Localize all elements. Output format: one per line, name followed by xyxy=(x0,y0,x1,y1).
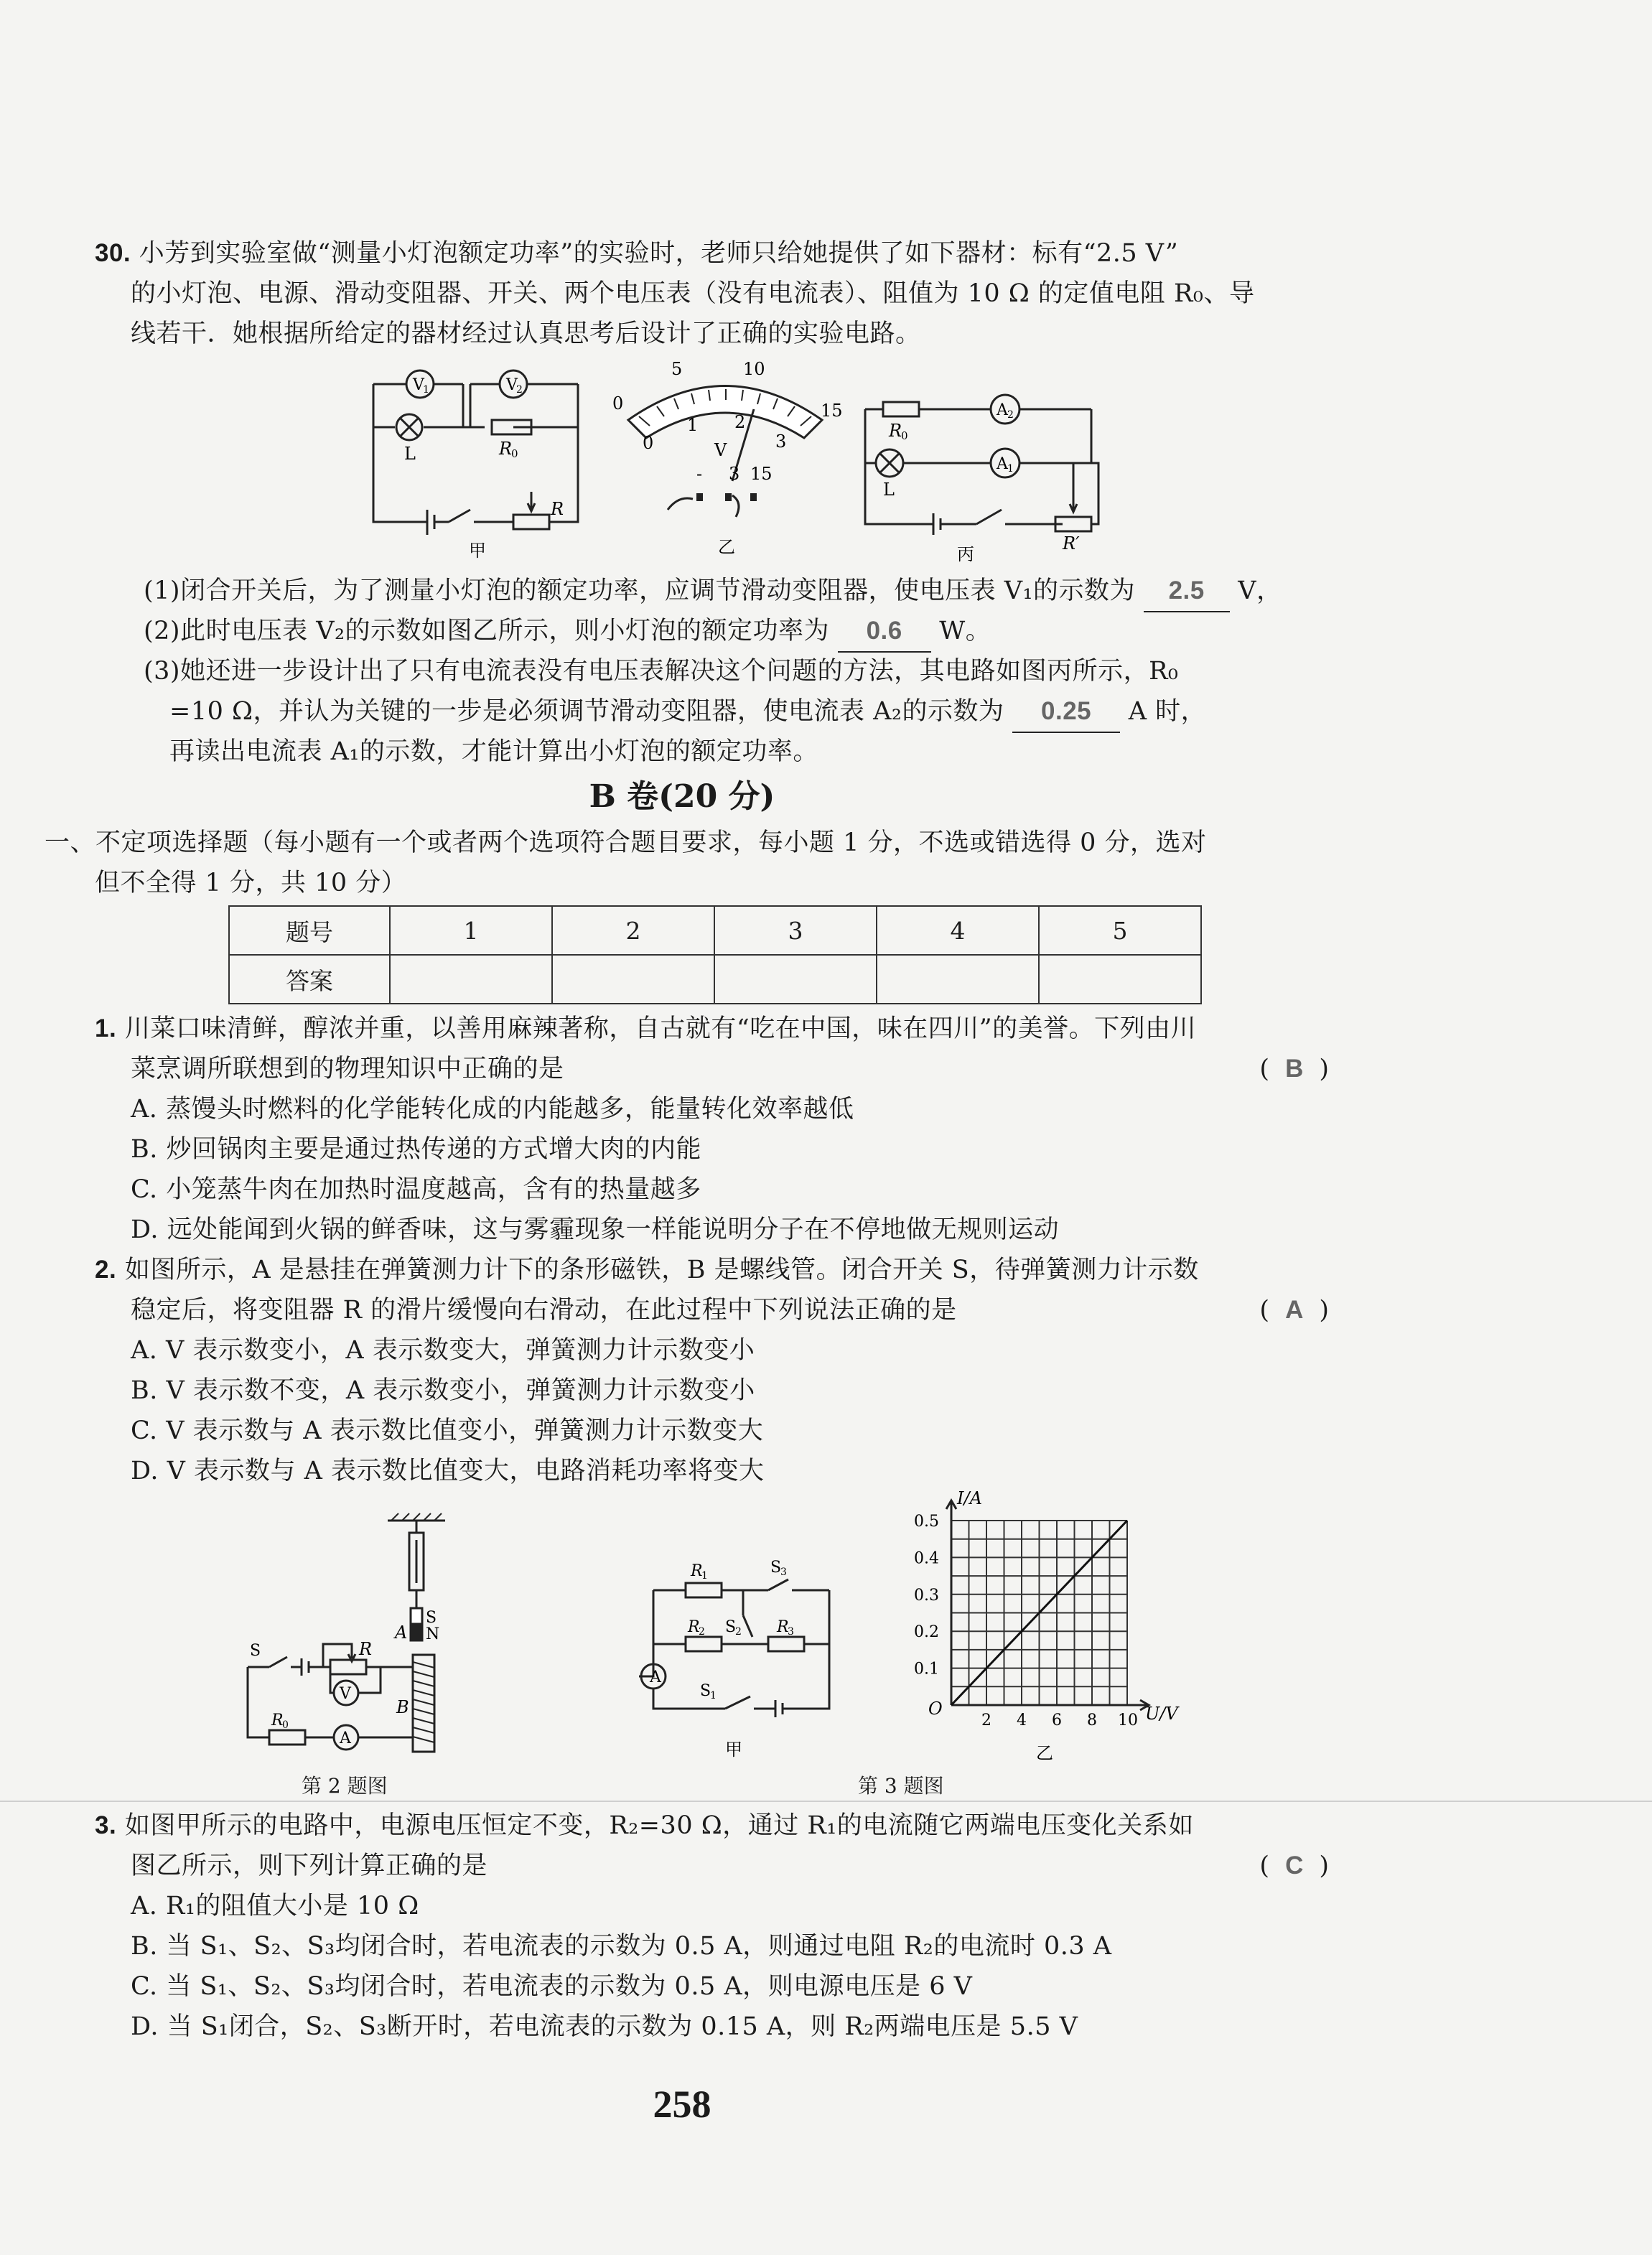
table-col-2: 2 xyxy=(552,906,714,955)
answer-table xyxy=(228,905,1202,1004)
svg-text:A: A xyxy=(650,1668,661,1686)
section-b-title: B 卷(20 分) xyxy=(589,778,775,815)
q3-jia-label: 甲 xyxy=(725,1740,742,1760)
y-tick-label: 0.5 xyxy=(914,1513,939,1531)
q3-answer: C xyxy=(1285,1852,1304,1880)
section-b-part-title-l1: 一、不定项选择题（每小题有一个或者两个选项符合题目要求，每小题 1 分，不选或错选得 0 分，选对 xyxy=(45,828,1207,857)
q2-option-c: C. V 表示数与 A 表示数比值变小，弹簧测力计示数变大 xyxy=(131,1416,764,1445)
answer-cell-1 xyxy=(390,955,552,1004)
q2-number: 2. xyxy=(95,1256,117,1284)
svg-text:V: V xyxy=(413,376,424,394)
x-tick-label: 10 xyxy=(1118,1712,1138,1729)
y-tick-label: 0.4 xyxy=(914,1549,939,1568)
y-tick-label: 0.2 xyxy=(914,1623,939,1642)
graph-origin: O xyxy=(928,1699,943,1719)
x-tick-label: 8 xyxy=(1087,1712,1097,1729)
svg-text:V: V xyxy=(340,1685,351,1703)
q30-sub2-answer: 0.6 xyxy=(838,611,931,653)
svg-text:1: 1 xyxy=(1007,463,1014,475)
svg-text:A: A xyxy=(340,1729,351,1747)
svg-text:3: 3 xyxy=(780,1567,787,1578)
page-number: 258 xyxy=(653,2083,711,2126)
q3-yi-label: 乙 xyxy=(1036,1743,1053,1763)
q3-circuit-jia xyxy=(625,1544,854,1759)
x-tick-label: 6 xyxy=(1052,1712,1062,1729)
svg-text:-: - xyxy=(696,464,703,484)
graph-x-axis-label: U/V xyxy=(1145,1704,1178,1724)
q2-option-b: B. V 表示数不变，A 表示数变小，弹簧测力计示数变小 xyxy=(131,1376,755,1405)
q2-stem-line1: 2. 如图所示，A 是悬挂在弹簧测力计下的条形磁铁，B 是螺线管。闭合开关 S，待弹簧测力计示数 xyxy=(95,1256,1199,1284)
q30-sub3-line1: (3)她还进一步设计出了只有电流表没有电压表解决这个问题的方法，其电路如图丙所示，R₀ xyxy=(144,657,1179,686)
q3-caption: 第 3 题图 xyxy=(858,1774,944,1798)
q1-option-a: A. 蒸馒头时燃料的化学能转化成的内能越多，能量转化效率越低 xyxy=(131,1095,854,1124)
table-col-1: 1 xyxy=(390,906,552,955)
svg-text:1: 1 xyxy=(687,415,699,435)
svg-text:15: 15 xyxy=(821,401,843,421)
q2-caption: 第 2 题图 xyxy=(302,1774,388,1798)
svg-text:S: S xyxy=(725,1618,737,1636)
q30-sub1: (1)闭合开关后，为了测量小灯泡的额定功率，应调节滑动变阻器，使电压表 V₁的示数为 2.5 V， xyxy=(144,571,1282,612)
svg-text:2: 2 xyxy=(1007,409,1014,421)
svg-text:2: 2 xyxy=(699,1626,705,1638)
svg-text:R′: R′ xyxy=(1063,533,1080,554)
q1-answer: B xyxy=(1285,1055,1304,1083)
q30-jia-label: 甲 xyxy=(469,541,486,561)
q3-option-a: A. R₁的阻值大小是 10 Ω xyxy=(131,1892,419,1920)
q3-option-c: C. 当 S₁、S₂、S₃均闭合时，若电流表的示数为 0.5 A，则电源电压是 6 V xyxy=(131,1972,973,2001)
svg-text:R: R xyxy=(551,499,564,519)
table-col-5: 5 xyxy=(1039,906,1201,955)
y-tick-label: 0.3 xyxy=(914,1586,939,1605)
answer-cell-3 xyxy=(714,955,877,1004)
svg-text:15: 15 xyxy=(750,464,773,484)
q30-voltmeter-dial xyxy=(607,359,844,564)
svg-text:L: L xyxy=(404,444,416,464)
q30-circuit-bing xyxy=(854,388,1113,564)
q1-option-d: D. 远处能闻到火锅的鲜香味，这与雾霾现象一样能说明分子在不停地做无规则运动 xyxy=(131,1215,1060,1244)
q3-answer-paren: ( C ) xyxy=(1259,1852,1329,1880)
svg-text:2: 2 xyxy=(516,384,523,396)
svg-text:1: 1 xyxy=(701,1570,708,1582)
svg-text:R: R xyxy=(889,421,902,441)
q30-line3: 线若干．她根据所给定的器材经过认真思考后设计了正确的实验电路。 xyxy=(131,319,921,348)
svg-text:3: 3 xyxy=(775,431,787,452)
svg-text:S: S xyxy=(700,1682,711,1700)
q30-sub3-line2: =10 Ω，并认为关键的一步是必须调节滑动变阻器，使电流表 A₂的示数为 0.25 A 时， xyxy=(169,691,1206,733)
svg-text:2: 2 xyxy=(734,412,746,432)
svg-text:0: 0 xyxy=(612,393,624,414)
svg-text:S: S xyxy=(770,1559,782,1577)
q30-sub3-answer: 0.25 xyxy=(1012,691,1120,733)
y-tick-label: 0.1 xyxy=(914,1660,939,1679)
svg-text:A: A xyxy=(395,1623,408,1643)
q1-stem-line2: 菜烹调所联想到的物理知识中正确的是 xyxy=(131,1055,564,1083)
svg-text:3: 3 xyxy=(729,464,740,484)
svg-text:N: N xyxy=(426,1625,440,1643)
answer-cell-4 xyxy=(877,955,1039,1004)
svg-text:R: R xyxy=(359,1639,373,1659)
svg-text:0: 0 xyxy=(643,433,654,453)
svg-text:A: A xyxy=(997,401,1008,419)
svg-text:S: S xyxy=(426,1609,437,1627)
section-b-part-title-l2: 但不全得 1 分，共 10 分） xyxy=(95,869,407,897)
q3-stem-line1: 3. 如图甲所示的电路中，电源电压恒定不变，R₂=30 Ω，通过 R₁的电流随它两端电压变化关系如 xyxy=(95,1811,1194,1840)
table-col-4: 4 xyxy=(877,906,1039,955)
q30-circuit-jia xyxy=(363,363,599,564)
q30-bing-label: 丙 xyxy=(957,544,974,564)
svg-text:R: R xyxy=(688,1618,700,1636)
q30-sub2: (2)此时电压表 V₂的示数如图乙所示，则小灯泡的额定功率为 0.6 W。 xyxy=(144,611,991,653)
q30-line1: 30. 小芳到实验室做“测量小灯泡额定功率”的实验时，老师只给她提供了如下器材：标有“2.5 V” xyxy=(95,239,1179,268)
svg-text:0: 0 xyxy=(282,1719,289,1731)
q2-option-a: A. V 表示数变小，A 表示数变大，弹簧测力计示数变小 xyxy=(131,1336,755,1365)
svg-text:V: V xyxy=(714,440,727,460)
table-header-label: 题号 xyxy=(229,906,390,955)
svg-text:R: R xyxy=(499,439,513,459)
q1-option-c: C. 小笼蒸牛肉在加热时温度越高，含有的热量越多 xyxy=(131,1175,701,1204)
q3-stem-line2: 图乙所示，则下列计算正确的是 xyxy=(131,1852,488,1880)
q30-sub1-answer: 2.5 xyxy=(1144,571,1230,612)
q3-iu-graph xyxy=(908,1486,1178,1788)
svg-text:B: B xyxy=(396,1697,409,1717)
svg-text:2: 2 xyxy=(735,1626,742,1638)
svg-text:1: 1 xyxy=(423,384,429,396)
svg-text:10: 10 xyxy=(743,359,765,379)
svg-text:R: R xyxy=(271,1712,284,1729)
answer-cell-5 xyxy=(1039,955,1201,1004)
answer-cell-2 xyxy=(552,955,714,1004)
q2-stem-line2: 稳定后，将变阻器 R 的滑片缓慢向右滑动，在此过程中下列说法正确的是 xyxy=(131,1296,957,1325)
q3-option-b: B. 当 S₁、S₂、S₃均闭合时，若电流表的示数为 0.5 A，则通过电阻 R₂的电流时 0.3 A xyxy=(131,1932,1112,1961)
q3-number: 3. xyxy=(95,1811,117,1839)
q1-answer-paren: ( B ) xyxy=(1259,1055,1329,1083)
svg-text:R: R xyxy=(777,1618,789,1636)
graph-y-axis-label: I/A xyxy=(957,1488,982,1508)
q1-number: 1. xyxy=(95,1014,117,1042)
table-col-3: 3 xyxy=(714,906,877,955)
x-tick-label: 2 xyxy=(981,1712,991,1729)
q2-option-d: D. V 表示数与 A 表示数比值变大，电路消耗功率将变大 xyxy=(131,1457,765,1485)
q30-sub3-line3: 再读出电流表 A₁的示数，才能计算出小灯泡的额定功率。 xyxy=(169,737,818,766)
svg-text:0: 0 xyxy=(511,447,518,460)
svg-text:V: V xyxy=(506,376,518,394)
svg-text:A: A xyxy=(997,455,1008,473)
svg-text:5: 5 xyxy=(671,359,683,379)
x-tick-label: 4 xyxy=(1017,1712,1027,1729)
q30-line2: 的小灯泡、电源、滑动变阻器、开关、两个电压表（没有电流表）、阻值为 10 Ω 的定值电阻 R₀、导 xyxy=(131,279,1255,308)
q30-yi-label: 乙 xyxy=(718,537,735,557)
page-divider xyxy=(0,1801,1652,1802)
svg-text:3: 3 xyxy=(788,1626,794,1638)
svg-text:0: 0 xyxy=(901,429,908,442)
q3-option-d: D. 当 S₁闭合，S₂、S₃断开时，若电流表的示数为 0.15 A，则 R₂两端电压是 5.5 V xyxy=(131,2012,1078,2041)
table-answer-label: 答案 xyxy=(229,955,390,1004)
q2-figure xyxy=(237,1508,467,1795)
svg-text:1: 1 xyxy=(710,1690,717,1701)
q1-option-b: B. 炒回锅肉主要是通过热传递的方式增大肉的内能 xyxy=(131,1135,701,1164)
svg-text:S: S xyxy=(250,1642,261,1660)
q1-stem-line1: 1. 川菜口味清鲜，醇浓并重，以善用麻辣著称，自古就有“吃在中国，味在四川”的美誉。下列由川 xyxy=(95,1014,1197,1043)
q30-number: 30. xyxy=(95,239,131,267)
q2-answer-paren: ( A ) xyxy=(1259,1296,1329,1325)
q2-answer: A xyxy=(1285,1296,1304,1324)
svg-text:L: L xyxy=(883,480,895,500)
svg-text:R: R xyxy=(691,1562,703,1580)
